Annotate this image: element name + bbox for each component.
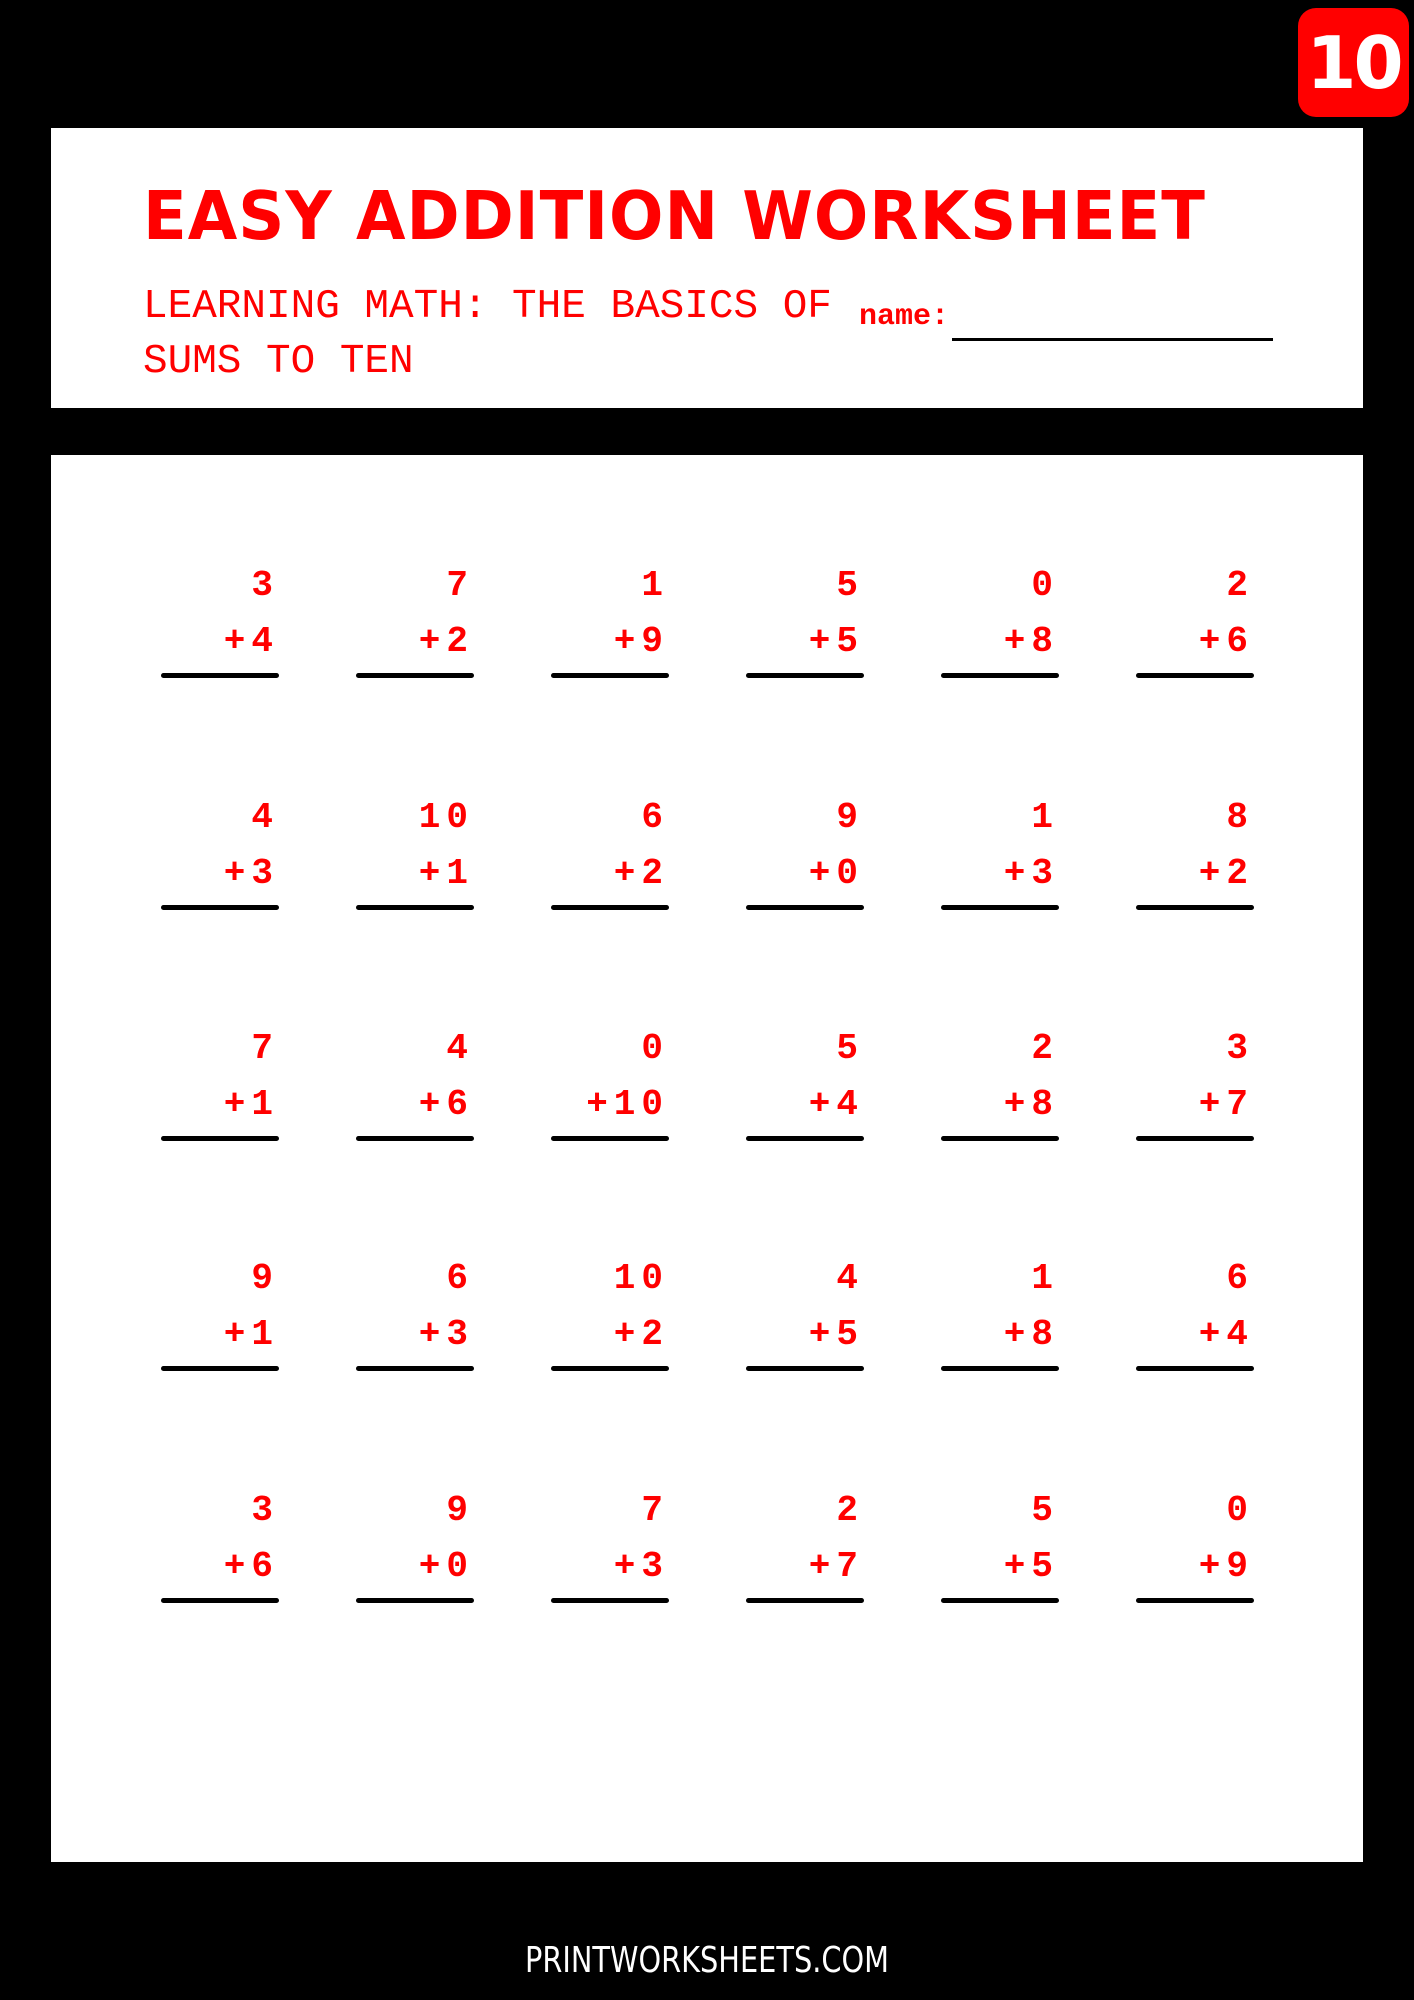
first-addend: 3 (251, 565, 279, 606)
second-addend: +5 (808, 621, 864, 662)
answer-line[interactable] (746, 905, 864, 910)
second-addend: +3 (418, 1314, 474, 1355)
first-addend: 9 (446, 1490, 474, 1531)
answer-line[interactable] (551, 1366, 669, 1371)
answer-line[interactable] (941, 905, 1059, 910)
worksheet-title: EASY ADDITION WORKSHEET (143, 178, 1206, 256)
first-addend: 0 (1031, 565, 1059, 606)
answer-line[interactable] (746, 1136, 864, 1141)
second-addend: +9 (1198, 1546, 1254, 1587)
answer-line[interactable] (941, 1598, 1059, 1603)
first-addend: 8 (1226, 797, 1254, 838)
answer-line[interactable] (161, 905, 279, 910)
second-addend: +4 (223, 621, 279, 662)
second-addend: +5 (808, 1314, 864, 1355)
second-addend: +7 (1198, 1084, 1254, 1125)
second-addend: +6 (223, 1546, 279, 1587)
answer-line[interactable] (551, 1136, 669, 1141)
second-addend: +5 (1003, 1546, 1059, 1587)
first-addend: 5 (1031, 1490, 1059, 1531)
site-footer: PRINTWORKSHEETS.COM (524, 1940, 890, 1981)
answer-line[interactable] (746, 1598, 864, 1603)
second-addend: +6 (418, 1084, 474, 1125)
answer-line[interactable] (941, 673, 1059, 678)
second-addend: +6 (1198, 621, 1254, 662)
first-addend: 3 (1226, 1028, 1254, 1069)
first-addend: 1 (1031, 1258, 1059, 1299)
name-label: name: (859, 300, 950, 334)
worksheet-subtitle: LEARNING MATH: THE BASICS OF SUMS TO TEN (143, 284, 832, 385)
second-addend: +4 (1198, 1314, 1254, 1355)
first-addend: 0 (1226, 1490, 1254, 1531)
first-addend: 1 (641, 565, 669, 606)
second-addend: +1 (418, 853, 474, 894)
second-addend: +8 (1003, 621, 1059, 662)
second-addend: +0 (808, 853, 864, 894)
first-addend: 0 (641, 1028, 669, 1069)
answer-line[interactable] (356, 905, 474, 910)
first-addend: 7 (446, 565, 474, 606)
number-badge: 10 (1298, 8, 1409, 117)
first-addend: 5 (836, 1028, 864, 1069)
answer-line[interactable] (941, 1136, 1059, 1141)
answer-line[interactable] (356, 1598, 474, 1603)
first-addend: 4 (251, 797, 279, 838)
second-addend: +8 (1003, 1314, 1059, 1355)
first-addend: 3 (251, 1490, 279, 1531)
answer-line[interactable] (161, 1598, 279, 1603)
second-addend: +3 (1003, 853, 1059, 894)
second-addend: +3 (223, 853, 279, 894)
second-addend: +4 (808, 1084, 864, 1125)
second-addend: +1 (223, 1084, 279, 1125)
second-addend: +8 (1003, 1084, 1059, 1125)
answer-line[interactable] (1136, 1366, 1254, 1371)
second-addend: +7 (808, 1546, 864, 1587)
answer-line[interactable] (1136, 1598, 1254, 1603)
answer-line[interactable] (161, 1136, 279, 1141)
second-addend: +2 (613, 853, 669, 894)
answer-line[interactable] (746, 673, 864, 678)
second-addend: +1 (223, 1314, 279, 1355)
first-addend: 10 (418, 797, 474, 838)
second-addend: +10 (586, 1084, 669, 1125)
first-addend: 6 (1226, 1258, 1254, 1299)
second-addend: +2 (1198, 853, 1254, 894)
first-addend: 4 (836, 1258, 864, 1299)
name-field-line[interactable] (952, 338, 1273, 341)
worksheet-header (51, 128, 1363, 408)
first-addend: 2 (1031, 1028, 1059, 1069)
answer-line[interactable] (161, 673, 279, 678)
answer-line[interactable] (1136, 1136, 1254, 1141)
answer-line[interactable] (941, 1366, 1059, 1371)
answer-line[interactable] (161, 1366, 279, 1371)
second-addend: +0 (418, 1546, 474, 1587)
answer-line[interactable] (356, 1366, 474, 1371)
first-addend: 9 (251, 1258, 279, 1299)
first-addend: 7 (251, 1028, 279, 1069)
answer-line[interactable] (356, 673, 474, 678)
first-addend: 6 (446, 1258, 474, 1299)
first-addend: 2 (836, 1490, 864, 1531)
answer-line[interactable] (356, 1136, 474, 1141)
answer-line[interactable] (1136, 673, 1254, 678)
second-addend: +3 (613, 1546, 669, 1587)
answer-line[interactable] (551, 673, 669, 678)
first-addend: 6 (641, 797, 669, 838)
first-addend: 1 (1031, 797, 1059, 838)
first-addend: 2 (1226, 565, 1254, 606)
second-addend: +9 (613, 621, 669, 662)
second-addend: +2 (418, 621, 474, 662)
answer-line[interactable] (746, 1366, 864, 1371)
answer-line[interactable] (1136, 905, 1254, 910)
answer-line[interactable] (551, 905, 669, 910)
problems-panel (51, 455, 1363, 1862)
second-addend: +2 (613, 1314, 669, 1355)
first-addend: 10 (613, 1258, 669, 1299)
first-addend: 7 (641, 1490, 669, 1531)
first-addend: 4 (446, 1028, 474, 1069)
first-addend: 5 (836, 565, 864, 606)
answer-line[interactable] (551, 1598, 669, 1603)
first-addend: 9 (836, 797, 864, 838)
